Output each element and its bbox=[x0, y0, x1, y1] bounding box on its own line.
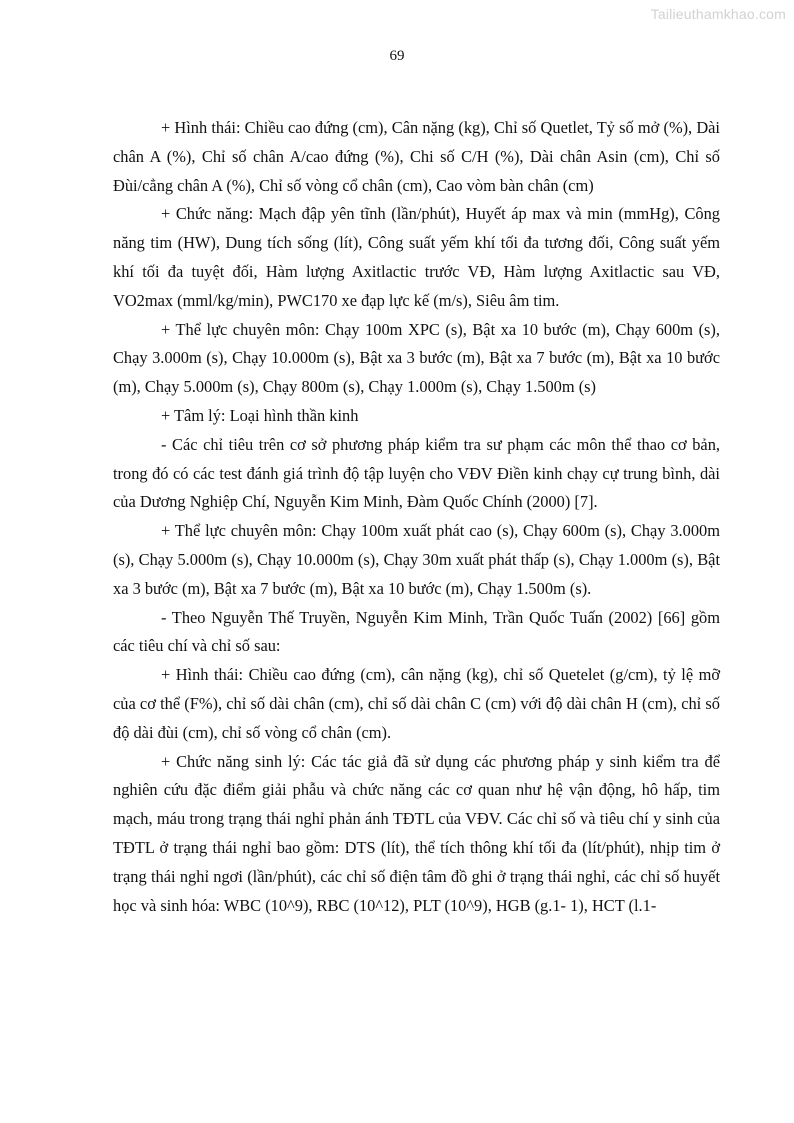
watermark: Tailieuthamkhao.com bbox=[650, 6, 786, 22]
paragraph-special-fitness-1: + Thể lực chuyên môn: Chạy 100m XPC (s), Bật xa 10 bước (m), Chạy 600m (s), Chạy 3.000m (s), Chạy 10.000m (s), Bật xa 3 bước (m), Bật xa 7 bước (m), Bật xa 10 bước (m), Chạy 5.000m (s), Chạy 800m (s), Chạy 1.000m (s), Chạy 1.500m (s) bbox=[113, 319, 720, 397]
body-text bbox=[113, 114, 720, 920]
paragraph-function-1: + Chức năng: Mạch đập yên tĩnh (lần/phút), Huyết áp max và min (mmHg), Công năng tim (HW), Dung tích sống (lít), Công suất yếm khí tối đa tương đối, Công suất yếm khí tối đa tuyệt đối, Hàm lượng Axitlactic trước VĐ, Hàm lượng Axitlactic sau VĐ, VO2max (mml/kg/min), PWC170 xe đạp lực kế (m/s), Siêu âm tim. bbox=[113, 204, 720, 310]
paragraph-special-fitness-2: + Thể lực chuyên môn: Chạy 100m xuất phát cao (s), Chạy 600m (s), Chạy 3.000m (s), Chạy 5.000m (s), Chạy 10.000m (s), Chạy 30m xuất phát thấp (s), Chạy 1.000m (s), Bật xa 3 bước (m), Bật xa 7 bước (m), Bật xa 10 bước (m), Chạy 1.500m (s). bbox=[113, 521, 720, 598]
paragraph-pedagogical-tests: - Các chỉ tiêu trên cơ sở phương pháp kiểm tra sư phạm các môn thể thao cơ bản, trong đó có các test đánh giá trình độ tập luyện cho VĐV Điền kinh chạy cự trung bình, dài của Dương Nghiệp Chí, Nguyễn Kim Minh, Đàm Quốc Chính (2000) [7]. bbox=[113, 434, 720, 512]
page-number: 69 bbox=[389, 48, 405, 64]
paragraph-morphology-2: + Hình thái: Chiều cao đứng (cm), cân nặng (kg), chỉ số Quetelet (g/cm), tỷ lệ mỡ của cơ thể (F%), chỉ số dài chân (cm), chỉ số dài chân C (cm) với độ dài chân H (cm), chỉ số độ dài đùi (cm), chỉ số vòng cổ chân (cm). bbox=[113, 665, 720, 742]
paragraph-morphology-1: + Hình thái: Chiều cao đứng (cm), Cân nặng (kg), Chỉ số Quetlet, Tỷ số mở (%), Dài chân A (%), Chỉ số chân A/cao đứng (%), Chi số C/H (%), Dài chân Asin (cm), Chỉ số Đùi/cẳng chân A (%), Chỉ số vòng cổ chân (cm), Cao vòm bàn chân (cm) bbox=[113, 118, 720, 195]
paragraph-criteria-source: - Theo Nguyễn Thế Truyền, Nguyễn Kim Minh, Trần Quốc Tuấn (2002) [66] gồm các tiêu chí và chỉ số sau: bbox=[113, 607, 720, 656]
paragraph-psychology: + Tâm lý: Loại hình thần kinh bbox=[161, 405, 359, 425]
paragraph-physiology: + Chức năng sinh lý: Các tác giả đã sử dụng các phương pháp y sinh kiểm tra để nghiên cứu đặc điểm giải phẫu và chức năng các cơ quan như hệ vận động, hô hấp, tim mạch, máu trong trạng thái nghỉ phản ánh TĐTL của VĐV. Các chỉ số và tiêu chí y sinh của TĐTL ở trạng thái nghỉ bao gồm: DTS (lít), thể tích thông khí tối đa (lít/phút), nhịp tim ở trạng thái nghỉ ngơi (lần/phút), các chỉ số điện tâm đồ ghi ở trạng thái nghỉ, các chỉ số huyết học và sinh hóa: WBC (10^9), RBC (10^12), PLT (10^9), HGB (g.1- 1), HCT (l.1- bbox=[113, 751, 720, 915]
